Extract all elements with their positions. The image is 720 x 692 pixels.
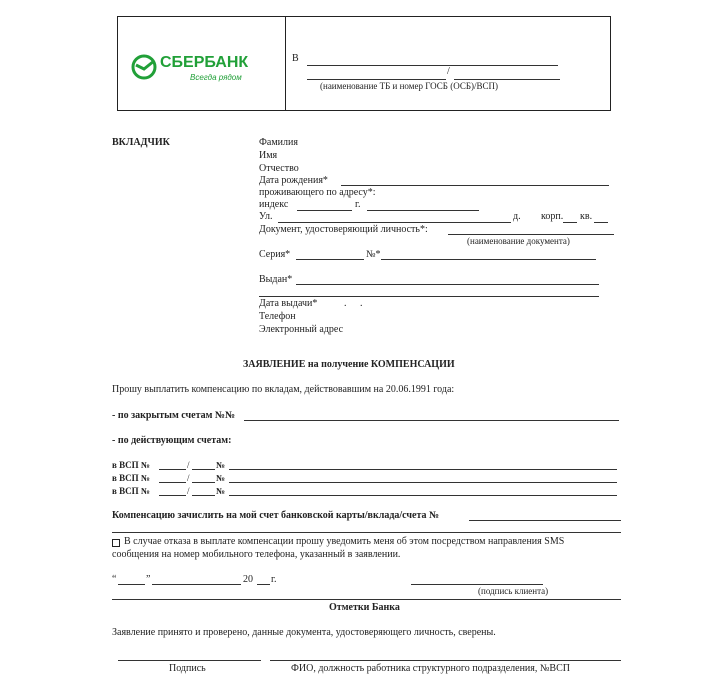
address-label: проживающего по адресу*: xyxy=(259,187,376,198)
vsp-row-slash: / xyxy=(187,486,190,496)
year-field[interactable] xyxy=(257,584,270,585)
date-close-quote: ” xyxy=(146,574,151,585)
active-accounts-label: - по действующим счетам: xyxy=(112,435,232,446)
apartment-label: кв. xyxy=(580,211,593,222)
house-label: д. xyxy=(513,211,521,222)
issued-by-field[interactable] xyxy=(296,284,599,285)
issued-by-label: Выдан* xyxy=(259,274,293,285)
vsp-row-label: в ВСП № xyxy=(112,460,150,470)
document-caption: (наименование документа) xyxy=(467,236,570,246)
issue-date-dot-2: . xyxy=(360,298,363,309)
bank-marks-title: Отметки Банка xyxy=(329,602,400,613)
credit-to-label: Компенсацию зачислить на мой счет банковской карты/вклада/счета № xyxy=(112,510,440,521)
vsp-account-field[interactable] xyxy=(229,469,617,470)
surname-label: Фамилия xyxy=(259,137,298,148)
sms-text-line1: В случае отказа в выплате компенсации прошу уведомить меня об этом посредством направления SMS xyxy=(124,536,565,547)
document-field[interactable] xyxy=(448,234,614,235)
bank-signature-caption: Подпись xyxy=(169,663,206,674)
index-label: индекс xyxy=(259,199,289,210)
year-prefix: 20 xyxy=(243,574,253,585)
day-field[interactable] xyxy=(118,584,145,585)
header-prefix-v: В xyxy=(292,53,299,64)
vsp-account-field[interactable] xyxy=(229,482,617,483)
header-box xyxy=(117,16,611,111)
depositor-label: ВКЛАДЧИК xyxy=(112,137,170,148)
issued-by-field-2[interactable] xyxy=(259,296,599,297)
branch-name-line[interactable] xyxy=(307,65,558,66)
street-field[interactable] xyxy=(278,222,511,223)
closed-accounts-label: - по закрытым счетам №№ xyxy=(112,410,236,421)
year-suffix: г. xyxy=(271,574,277,585)
date-open-quote: “ xyxy=(112,574,117,585)
series-label: Серия* xyxy=(259,249,291,260)
request-text: Прошу выплатить компенсацию по вкладам, действовавшим на 20.06.1991 года: xyxy=(112,384,455,395)
document-label: Документ, удостоверяющий личность*: xyxy=(259,224,428,235)
sberbank-logo-icon xyxy=(130,53,158,81)
issue-date-label: Дата выдачи* xyxy=(259,298,318,309)
logo-tagline: Всегда рядом xyxy=(190,73,242,82)
sberbank-logo xyxy=(130,53,260,83)
sms-checkbox[interactable] xyxy=(112,539,120,547)
apartment-field[interactable] xyxy=(594,222,608,223)
vsp-sub-field[interactable] xyxy=(192,469,215,470)
issue-date-dot: . xyxy=(344,298,347,309)
vsp-row-slash: / xyxy=(187,473,190,483)
phone-label: Телефон xyxy=(259,311,296,322)
vsp-number-field[interactable] xyxy=(159,469,186,470)
gosb-line[interactable] xyxy=(454,79,560,80)
sms-text-line2: сообщения на номер мобильного телефона, указанный в заявлении. xyxy=(112,549,401,560)
birth-date-label: Дата рождения* xyxy=(259,175,328,186)
vsp-sub-field[interactable] xyxy=(192,495,215,496)
bank-signature-field[interactable] xyxy=(118,660,261,661)
building-label: корп. xyxy=(541,211,564,222)
email-label: Электронный адрес xyxy=(259,324,344,335)
index-field[interactable] xyxy=(297,210,352,211)
vsp-number-field[interactable] xyxy=(159,482,186,483)
city-label: г. xyxy=(355,199,361,210)
bank-employee-caption: ФИО, должность работника структурного подразделения, №ВСП xyxy=(291,663,570,674)
credit-account-field[interactable] xyxy=(469,520,621,521)
vsp-row-num: № xyxy=(216,486,226,496)
series-field[interactable] xyxy=(296,259,364,260)
vsp-number-field[interactable] xyxy=(159,495,186,496)
birth-date-field[interactable] xyxy=(341,185,609,186)
credit-divider xyxy=(112,532,621,533)
name-label: Имя xyxy=(259,150,278,161)
client-signature-field[interactable] xyxy=(411,584,543,585)
vsp-row-num: № xyxy=(216,473,226,483)
header-caption: (наименование ТБ и номер ГОСБ (ОСБ)/ВСП) xyxy=(320,81,498,91)
vsp-row-label: в ВСП № xyxy=(112,473,150,483)
bank-employee-field[interactable] xyxy=(270,660,621,661)
building-field[interactable] xyxy=(563,222,577,223)
number-label: №* xyxy=(366,249,381,260)
bank-accepted-text: Заявление принято и проверено, данные документа, удостоверяющего личность, сверены. xyxy=(112,627,496,638)
month-field[interactable] xyxy=(152,584,241,585)
bank-divider xyxy=(112,599,621,600)
header-slash: / xyxy=(447,66,450,77)
vsp-row-slash: / xyxy=(187,460,190,470)
client-signature-caption: (подпись клиента) xyxy=(478,586,549,596)
vsp-sub-field[interactable] xyxy=(192,482,215,483)
tb-line[interactable] xyxy=(307,79,446,80)
vsp-row-label: в ВСП № xyxy=(112,486,150,496)
header-divider xyxy=(285,17,286,110)
patronymic-label: Отчество xyxy=(259,163,299,174)
vsp-account-field[interactable] xyxy=(229,495,617,496)
number-field[interactable] xyxy=(381,259,596,260)
city-field[interactable] xyxy=(367,210,479,211)
application-title: ЗАЯВЛЕНИЕ на получение КОМПЕНСАЦИИ xyxy=(243,359,455,370)
closed-accounts-field[interactable] xyxy=(244,420,619,421)
street-label: Ул. xyxy=(259,211,273,222)
vsp-row-num: № xyxy=(216,460,226,470)
logo-wordmark: СБЕРБАНК xyxy=(160,54,249,71)
